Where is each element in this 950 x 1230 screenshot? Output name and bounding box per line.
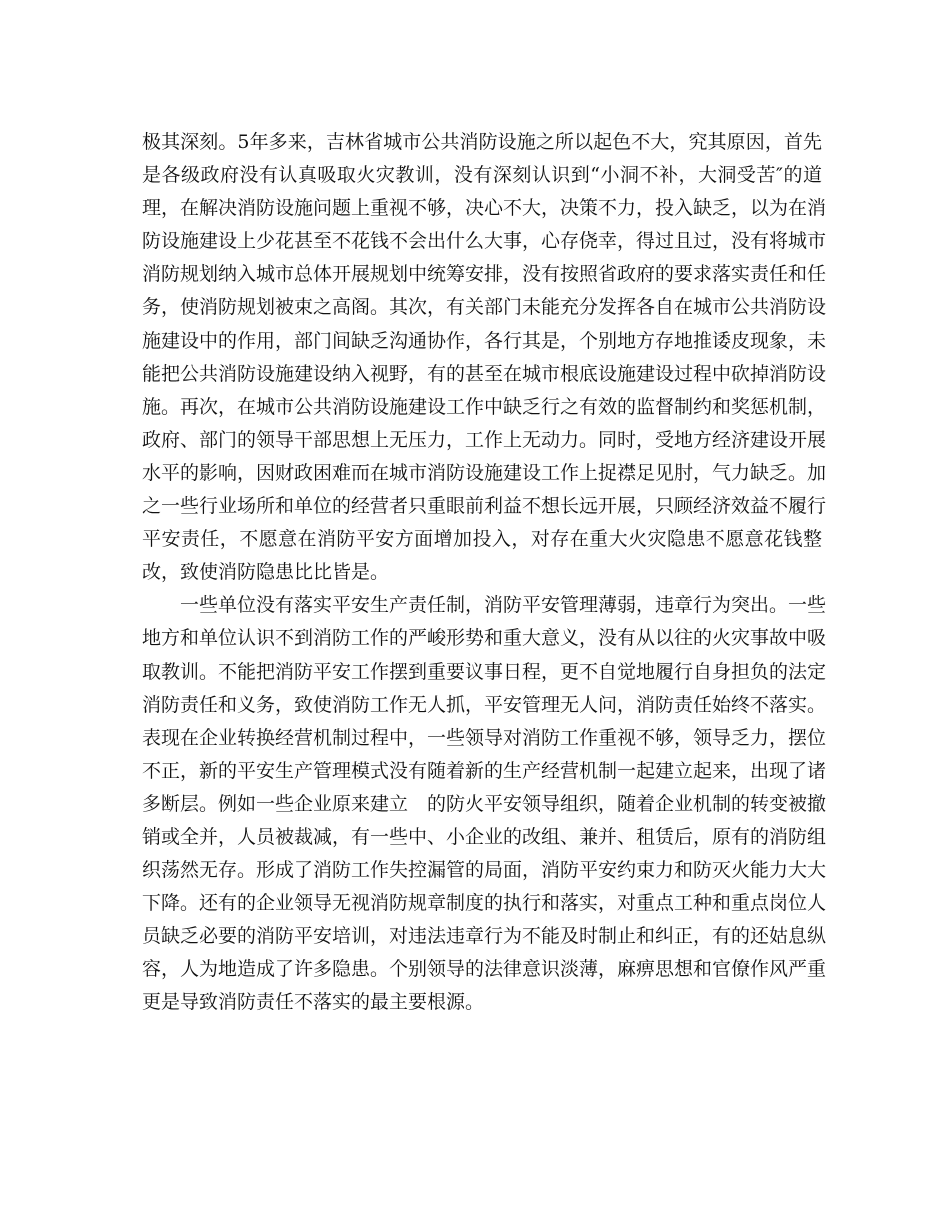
text-line: 更是导致消防责任不落实的最主要根源。 [142,991,485,1014]
text-line: 不正，新的平安生产管理模式没有随着新的生产经营机制一起建立起来，出现了诸 [142,759,827,782]
text-line: 消防规划纳入城市总体开展规划中统筹安排，没有按照省政府的要求落实责任和任 [142,263,827,286]
text-line: 织荡然无存。形成了消防工作失控漏管的局面，消防平安约束力和防灭火能力大大 [142,859,827,882]
text-line: 容，人为地造成了许多隐患。个别领导的法律意识淡薄，麻痹思想和官僚作风严重 [142,958,827,981]
text-line: 务，使消防规划被束之高阁。其次，有关部门未能充分发挥各自在城市公共消防设 [142,296,827,319]
text-line: 销或全并，人员被裁减，有一些中、小企业的改组、兼并、租赁后，原有的消防组 [142,825,827,848]
text-line: 能把公共消防设施建设纳入视野，有的甚至在城市根底设施建设过程中砍掉消防设 [142,362,827,385]
text-line: 之一些行业场所和单位的经营者只重眼前利益不想长远开展，只顾经济效益不履行 [142,495,827,518]
paragraph-2 [142,589,827,1019]
text-line: 是各级政府没有认真吸取火灾教训，没有深刻认识到“小洞不补，大洞受苦″的道 [142,164,822,187]
text-line: 多断层。例如一些企业原来建立 的防火平安领导组织，随着企业机制的转变被撤 [142,792,827,815]
text-line: 地方和单位认识不到消防工作的严峻形势和重大意义，没有从以往的火灾事故中吸 [142,627,827,650]
text-line: 表现在企业转换经营机制过程中，一些领导对消防工作重视不够，领导乏力，摆位 [142,726,827,749]
text-line: 防设施建设上少花甚至不花钱不会出什么大事，心存侥幸，得过且过，没有将城市 [142,230,827,253]
text-line: 水平的影响，因财政困难而在城市消防设施建设工作上捉襟足见肘，气力缺乏。加 [142,461,827,484]
text-line: 极其深刻。5年多来，吉林省城市公共消防设施之所以起色不大，究其原因，首先 [142,131,822,153]
text-line: 政府、部门的领导干部思想上无压力，工作上无动力。同时，受地方经济建设开展 [142,428,827,451]
text-line: 平安责任，不愿意在消防平安方面增加投入，对存在重大火灾隐患不愿意花钱整 [142,528,822,551]
text-line: 一些单位没有落实平安生产责任制，消防平安管理薄弱，违章行为突出。一些 [180,594,827,617]
text-line: 员缺乏必要的消防平安培训，对违法违章行为不能及时制止和纠正，有的还姑息纵 [142,925,827,948]
text-line: 改，致使消防隐患比比皆是。 [142,561,390,584]
text-line: 施。再次，在城市公共消防设施建设工作中缺乏行之有效的监督制约和奖惩机制， [142,395,827,418]
text-line: 下降。还有的企业领导无视消防规章制度的执行和落实，对重点工种和重点岗位人 [142,892,827,915]
paragraph-1 [142,126,827,589]
text-line: 理，在解决消防设施问题上重视不够，决心不大，决策不力，投入缺乏，以为在消 [142,197,827,220]
body-text [142,126,827,1020]
text-line: 施建设中的作用，部门间缺乏沟通协作，各行其是，个别地方存地推诿皮现象，未 [142,329,827,352]
text-line: 取教训。不能把消防平安工作摆到重要议事日程，更不自觉地履行自身担负的法定 [142,660,827,683]
text-line: 消防责任和义务，致使消防工作无人抓，平安管理无人问，消防责任始终不落实。 [142,693,827,716]
